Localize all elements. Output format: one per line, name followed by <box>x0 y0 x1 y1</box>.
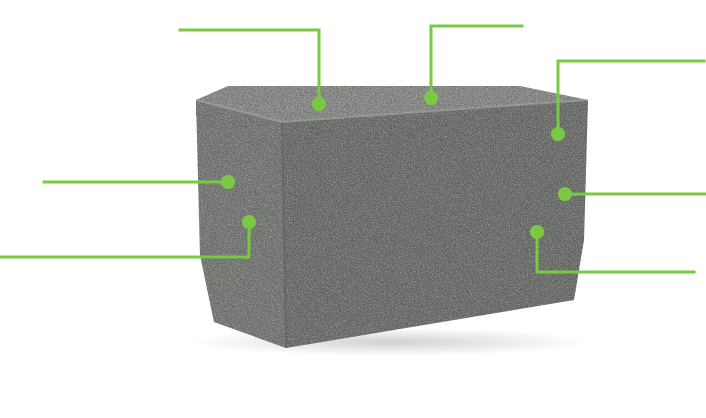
callout-dot-front-upper-left[interactable] <box>221 175 235 189</box>
callout-dot-top-right-corner[interactable] <box>551 127 565 141</box>
block-end-face <box>196 100 286 348</box>
callout-dot-top-left[interactable] <box>312 97 326 111</box>
callout-dot-top-center[interactable] <box>424 91 438 105</box>
callout-dot-front-lower-left[interactable] <box>242 215 256 229</box>
block-front-face <box>282 100 588 348</box>
callout-dot-side-lower[interactable] <box>530 225 544 239</box>
callout-dot-side-middle[interactable] <box>558 187 572 201</box>
